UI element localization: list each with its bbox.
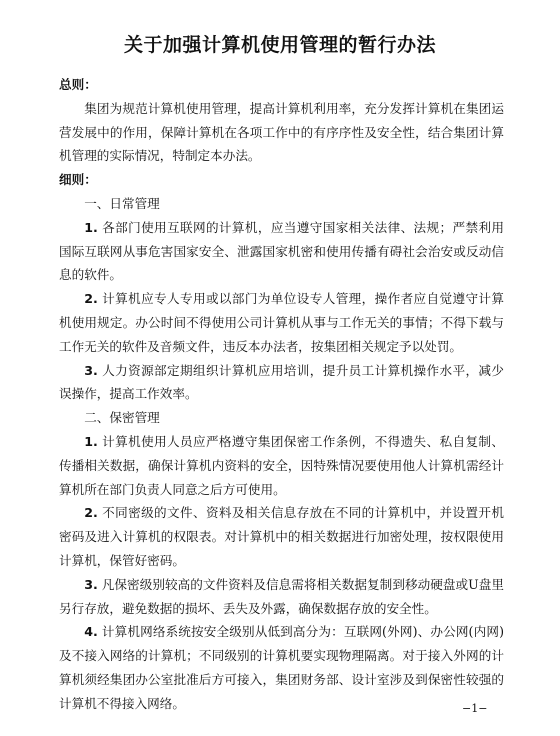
clause-paragraph bbox=[59, 620, 504, 715]
clause-text: 计算机网络系统按安全级别从低到高分为：互联网(外网)、办公网(内网)及不接入网络的计算机；不同级别的计算机要实现物理隔离。对于接入外网的计算机须经集团办公室批准后方可接入，集团财务部、设计室涉及到保密性较强的计算机不得接入网络。 bbox=[59, 624, 504, 711]
details-label: 细则： bbox=[59, 172, 97, 188]
clause-text: 各部门使用互联网的计算机，应当遵守国家相关法律、法规；严禁利用国际互联网从事危害国家安全、泄露国家机密和使用传播有碍社会治安或反动信息的软件。 bbox=[59, 219, 504, 283]
clause-number: 3. bbox=[84, 576, 98, 592]
clause-paragraph bbox=[59, 573, 504, 621]
clause-paragraph bbox=[59, 359, 504, 407]
general-label: 总则： bbox=[59, 77, 97, 92]
clause-text: 计算机应专人专用或以部门为单位设专人管理，操作者应自觉遵守计算机使用规定。办公时间不得使用公司计算机从事与工作无关的事情；不得下载与工作无关的软件及音频文件，违反本办法者，按集团相关规定予以处罚。 bbox=[59, 291, 504, 354]
section-heading: 一、日常管理 bbox=[84, 195, 160, 211]
clause-text: 不同密级的文件、资料及相关信息存放在不同的计算机中，并设置开机密码及进入计算机的权限表。对计算机中的相关数据进行加密处理，按权限使用计算机，保管好密码。 bbox=[59, 505, 504, 568]
clause-number: 2. bbox=[84, 505, 98, 521]
clause-text: 凡保密级别较高的文件资料及信息需将相关数据复制到移动硬盘或U盘里另行存放，避免数据的损坏、丢失及外露，确保数据存放的安全性。 bbox=[59, 576, 504, 616]
clause-paragraph bbox=[59, 501, 504, 572]
clause-number: 1. bbox=[84, 433, 98, 449]
clause-number: 1. bbox=[84, 219, 98, 235]
document-title: 关于加强计算机使用管理的暂行办法 bbox=[123, 34, 436, 56]
clause-text: 计算机使用人员应严格遵守集团保密工作条例，不得遗失、私自复制、传播相关数据，确保计算机内资料的安全，因特殊情况要使用他人计算机需经计算机所在部门负责人同意之后方可使用。 bbox=[59, 433, 504, 497]
clause-number: 4. bbox=[84, 624, 98, 640]
clause-paragraph bbox=[59, 430, 504, 501]
clause-paragraph bbox=[59, 287, 504, 358]
general-paragraph: 集团为规范计算机使用管理，提高计算机利用率，充分发挥计算机在集团运营发展中的作用，保障计算机在各项工作中的有序序性及安全性，结合集团计算机管理的实际情况，特制定本办法。 bbox=[59, 100, 504, 164]
clause-number: 2. bbox=[84, 291, 98, 307]
document-body bbox=[59, 73, 504, 716]
clause-number: 3. bbox=[84, 362, 98, 378]
clause-paragraph bbox=[59, 216, 504, 287]
page-number: −1− bbox=[462, 702, 488, 715]
section-heading: 二、保密管理 bbox=[84, 410, 160, 426]
clause-text: 人力资源部定期组织计算机应用培训，提升员工计算机操作水平，减少误操作，提高工作效率。 bbox=[59, 362, 504, 402]
